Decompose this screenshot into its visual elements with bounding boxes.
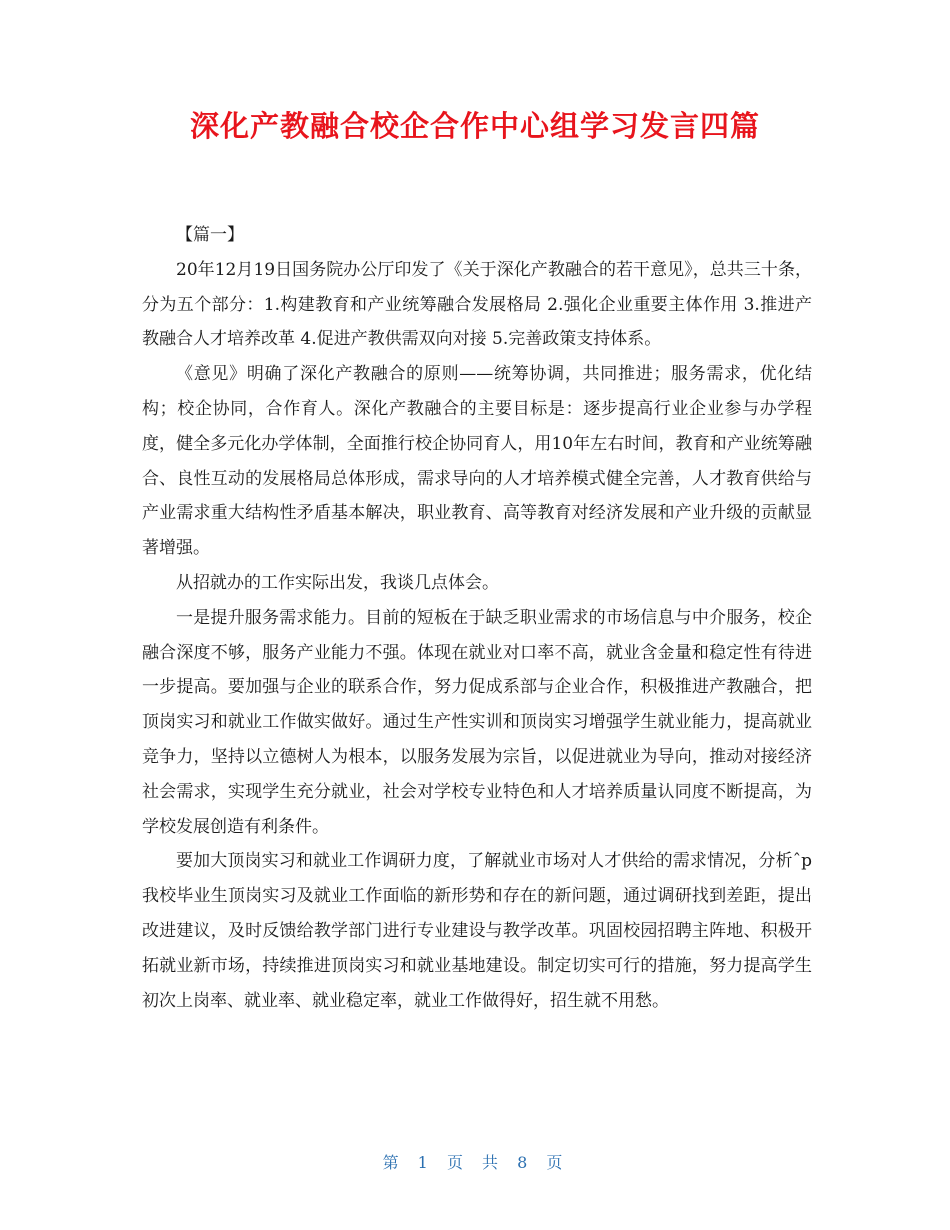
paragraph-5: 要加大顶岗实习和就业工作调研力度，了解就业市场对人才供给的需求情况，分析ˆp 我校毕业生顶岗实习及就业工作面临的新形势和存在的新问题，通过调研找到差距，提出改进建议，及时反馈给教学部门进行专业建设与教学改革。巩固校园招聘主阵地、积极开拓就业新市场，持续推进顶岗实习和就业基地建设。制定切实可行的措施，努力提高学生初次上岗率、就业率、就业稳定率，就业工作做得好，招生就不用愁。: [142, 851, 846, 1011]
paragraph-1: 20年12月19日国务院办公厅印发了《关于深化产教融合的若干意见》，总共三十条，分为五个部分：1.构建教育和产业统筹融合发展格局 2.强化企业重要主体作用 3.推进产教融合人才培养改革 4.促进产教供需双向对接 5.完善政策支持体系。: [142, 259, 812, 350]
document-body: [142, 218, 846, 1018]
page-number-footer: 第 1 页 共 8 页: [382, 1153, 568, 1172]
paragraph-4: 一是提升服务需求能力。目前的短板在于缺乏职业需求的市场信息与中介服务，校企融合深度不够，服务产业能力不强。体现在就业对口率不高，就业含金量和稳定性有待进一步提高。要加强与企业的联系合作，努力促成系部与企业合作，积极推进产教融合，把顶岗实习和就业工作做实做好。通过生产性实训和顶岗实习增强学生就业能力，提高就业竞争力，坚持以立德树人为根本，以服务发展为宗旨，以促进就业为导向，推动对接经济社会需求，实现学生充分就业，社会对学校专业特色和人才培养质量认同度不断提高，为学校发展创造有利条件。: [142, 607, 812, 837]
document-title: 深化产教融合校企合作中心组学习发言四篇: [189, 109, 760, 143]
paragraph-2: 《意见》明确了深化产教融合的原则——统筹协调，共同推进；服务需求，优化结构；校企协同，合作育人。深化产教融合的主要目标是：逐步提高行业企业参与办学程度，健全多元化办学体制，全面推行校企协同育人，用10年左右时间，教育和产业统筹融合、良性互动的发展格局总体形成，需求导向的人才培养模式健全完善，人才教育供给与产业需求重大结构性矛盾基本解决，职业教育、高等教育对经济发展和产业升级的贡献显著增强。: [142, 364, 812, 559]
section-heading: 【篇一】: [176, 225, 244, 245]
paragraph-3: 从招就办的工作实际出发，我谈几点体会。: [176, 572, 499, 593]
